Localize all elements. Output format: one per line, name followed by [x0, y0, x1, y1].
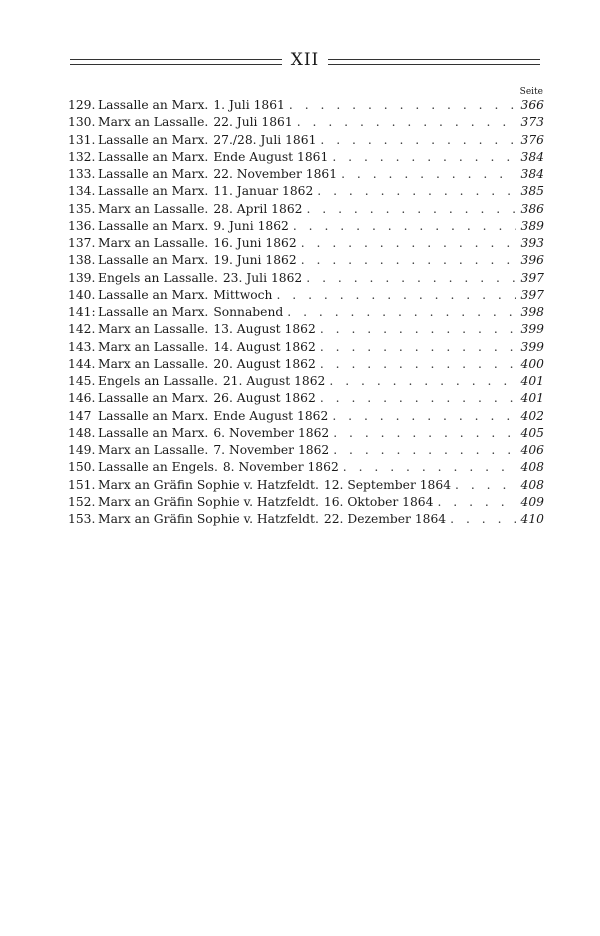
entry-number: 134. [68, 184, 96, 199]
entry-correspondents: Marx an Lassalle. [98, 236, 209, 250]
leader-dots [329, 374, 516, 388]
entry-correspondents: Lassalle an Marx. [98, 167, 209, 181]
entry-number: 139. [68, 270, 96, 285]
entry-page: 389 [520, 218, 544, 233]
toc-entry [68, 322, 544, 339]
leader-dots [341, 167, 516, 181]
entry-page: 402 [520, 408, 544, 423]
entry-correspondents: Marx an Lassalle. [98, 443, 209, 457]
toc-entry [68, 219, 544, 236]
table-of-contents [68, 98, 544, 529]
toc-entry [68, 478, 544, 495]
entry-date: 12. September 1864 [323, 477, 452, 492]
entry-date: 6. November 1862 [213, 425, 330, 440]
entry-date: Mittwoch [213, 287, 273, 302]
entry-page: 384 [520, 149, 544, 164]
entry-correspondents: Lassalle an Marx. [98, 132, 209, 147]
entry-number: 133. [68, 167, 96, 181]
entry-date: 22. Juli 1861 [213, 115, 293, 130]
entry-date: 28. April 1862 [213, 201, 303, 216]
entry-number: 145. [68, 374, 96, 388]
entry-date: 1. Juli 1861 [213, 98, 285, 112]
toc-entry [68, 202, 544, 219]
entry-correspondents: Marx an Lassalle. [98, 339, 209, 354]
toc-entry [68, 98, 544, 115]
toc-entry [68, 115, 544, 132]
leader-dots [276, 288, 516, 302]
entry-number: 131. [68, 132, 96, 147]
entry-correspondents: Lassalle an Marx. [98, 425, 209, 440]
entry-page: 408 [520, 460, 544, 475]
entry-date: 26. August 1862 [213, 391, 316, 406]
entry-number: 142. [68, 322, 96, 337]
toc-entry [68, 391, 544, 408]
entry-correspondents: Lassalle an Marx. [98, 287, 209, 302]
entry-number: 146. [68, 391, 96, 406]
entry-number: 140. [68, 287, 96, 302]
toc-entry [68, 409, 544, 426]
toc-entry [68, 236, 544, 253]
leader-dots [333, 426, 516, 440]
toc-entry [68, 512, 544, 529]
entry-date: 23. Juli 1862 [222, 270, 303, 285]
entry-correspondents: Marx an Gräfin Sophie v. Hatzfeldt. [98, 512, 319, 526]
entry-page: 366 [520, 98, 544, 112]
entry-page: 401 [520, 391, 544, 406]
entry-number: 130. [68, 115, 96, 130]
entry-page: 384 [520, 167, 544, 181]
entry-date: 8. November 1862 [222, 460, 339, 475]
toc-entry [68, 340, 544, 357]
toc-entry [68, 271, 544, 288]
entry-correspondents: Engels an Lassalle. [98, 270, 218, 285]
entry-page: 393 [520, 236, 544, 250]
entry-date: Ende August 1861 [213, 149, 329, 164]
entry-page: 399 [520, 339, 544, 354]
toc-entry [68, 133, 544, 150]
toc-entry [68, 253, 544, 270]
entry-date: Ende August 1862 [213, 408, 329, 423]
entry-page: 406 [520, 443, 544, 457]
entry-date: 14. August 1862 [213, 339, 316, 354]
entry-page: 397 [520, 270, 544, 285]
entry-page: 405 [520, 425, 544, 440]
entry-correspondents: Marx an Gräfin Sophie v. Hatzfeldt. [98, 477, 319, 492]
entry-number: 141: [68, 305, 96, 319]
entry-page: 408 [520, 477, 544, 492]
entry-page: 385 [520, 184, 544, 199]
leader-dots [320, 357, 516, 371]
leader-dots [287, 305, 516, 319]
toc-entry [68, 443, 544, 460]
entry-number: 138. [68, 253, 96, 268]
leader-dots [332, 409, 516, 423]
entry-correspondents: Lassalle an Engels. [98, 460, 218, 475]
entry-correspondents: Lassalle an Marx. [98, 218, 209, 233]
toc-entry [68, 374, 544, 391]
leader-dots [293, 219, 516, 233]
entry-date: 20. August 1862 [213, 356, 316, 371]
entry-number: 152. [68, 494, 96, 509]
entry-page: 373 [520, 115, 544, 130]
entry-date: 7. November 1862 [213, 443, 330, 457]
leader-dots [343, 460, 516, 474]
entry-page: 399 [520, 322, 544, 337]
leader-dots [306, 271, 516, 285]
leader-dots [301, 253, 516, 267]
entry-correspondents: Marx an Lassalle. [98, 356, 209, 371]
entry-correspondents: Lassalle an Marx. [98, 184, 209, 199]
entry-date: 22. November 1861 [213, 167, 338, 181]
entry-number: 135. [68, 201, 96, 216]
entry-correspondents: Lassalle an Marx. [98, 98, 209, 112]
entry-correspondents: Lassalle an Marx. [98, 253, 209, 268]
toc-entry [68, 167, 544, 184]
leader-dots [297, 115, 516, 129]
entry-date: 13. August 1862 [213, 322, 316, 337]
leader-dots [306, 202, 516, 216]
entry-number: 144. [68, 356, 96, 371]
entry-page: 409 [520, 494, 544, 509]
entry-number: 150. [68, 460, 96, 475]
entry-correspondents: Marx an Gräfin Sophie v. Hatzfeldt. [98, 494, 319, 509]
leader-dots [317, 184, 516, 198]
entry-date: 22. Dezember 1864 [323, 512, 447, 526]
toc-entry [68, 150, 544, 167]
leader-dots [289, 98, 516, 112]
entry-page: 376 [520, 132, 544, 147]
toc-entry [68, 305, 544, 322]
header-rule-right [328, 59, 540, 65]
entry-correspondents: Lassalle an Marx. [98, 305, 209, 319]
entry-page: 396 [520, 253, 544, 268]
entry-number: 143. [68, 339, 96, 354]
leader-dots [455, 478, 516, 492]
entry-page: 398 [520, 305, 544, 319]
entry-date: 21. August 1862 [222, 374, 326, 388]
entry-date: 9. Juni 1862 [213, 218, 289, 233]
page-header [70, 50, 540, 72]
leader-dots [437, 495, 516, 509]
entry-correspondents: Lassalle an Marx. [98, 149, 209, 164]
entry-date: 19. Juni 1862 [213, 253, 297, 268]
toc-entry [68, 460, 544, 477]
page-number: XII [290, 50, 320, 70]
entry-page: 400 [520, 356, 544, 371]
entry-number: 151. [68, 477, 96, 492]
entry-number: 129. [68, 98, 96, 112]
entry-correspondents: Marx an Lassalle. [98, 201, 209, 216]
entry-date: 16. Juni 1862 [213, 236, 297, 250]
entry-page: 397 [520, 287, 544, 302]
toc-entry [68, 426, 544, 443]
toc-entry [68, 184, 544, 201]
entry-number: 137. [68, 236, 96, 250]
entry-correspondents: Lassalle an Marx. [98, 391, 209, 406]
entry-number: 149. [68, 443, 96, 457]
entry-number: 147 [68, 408, 92, 423]
entry-date: 11. Januar 1862 [213, 184, 314, 199]
leader-dots [301, 236, 516, 250]
entry-correspondents: Engels an Lassalle. [98, 374, 218, 388]
toc-entry [68, 288, 544, 305]
entry-page: 410 [520, 512, 544, 526]
leader-dots [332, 150, 516, 164]
entry-date: 16. Oktober 1864 [323, 494, 434, 509]
entry-correspondents: Marx an Lassalle. [98, 115, 209, 130]
toc-entry [68, 495, 544, 512]
leader-dots [450, 512, 516, 526]
entry-number: 153. [68, 512, 96, 526]
entry-page: 401 [520, 374, 544, 388]
leader-dots [320, 322, 516, 336]
entry-number: 136. [68, 218, 96, 233]
entry-date: 27./28. Juli 1861 [213, 132, 317, 147]
leader-dots [320, 391, 516, 405]
entry-date: Sonnabend [213, 305, 284, 319]
leader-dots [333, 443, 516, 457]
leader-dots [320, 340, 516, 354]
toc-entry [68, 357, 544, 374]
leader-dots [320, 133, 516, 147]
page-column-label: Seite [519, 87, 543, 97]
entry-number: 148. [68, 425, 96, 440]
entry-number: 132. [68, 149, 96, 164]
entry-correspondents: Marx an Lassalle. [98, 322, 209, 337]
entry-correspondents: Lassalle an Marx. [98, 408, 209, 423]
entry-page: 386 [520, 201, 544, 216]
